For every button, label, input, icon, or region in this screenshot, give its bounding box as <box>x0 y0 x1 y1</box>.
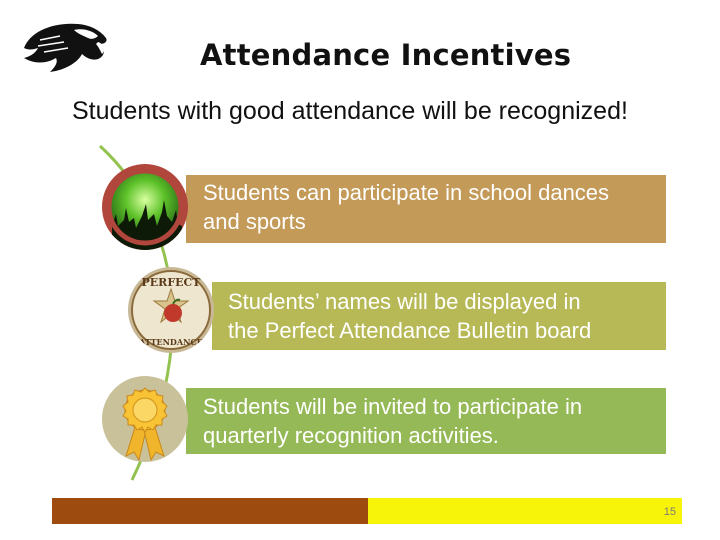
dance-crowd-icon <box>102 164 188 250</box>
incentive-text-line: Students can participate in school dances <box>203 180 610 205</box>
award-ribbon-icon <box>102 376 188 462</box>
incentive-text-line: and sports <box>203 209 306 234</box>
incentive-bar-dances <box>186 175 666 243</box>
perfect-attendance-badge-icon <box>128 267 214 353</box>
incentive-bar-bulletin <box>212 282 666 350</box>
incentive-text-line: quarterly recognition activities. <box>203 423 499 448</box>
badge-text-top: PERFECT <box>141 276 201 289</box>
page-title: Attendance Incentives <box>200 38 572 72</box>
page-subtitle: Students with good attendance will be recognized! <box>72 97 628 125</box>
footer-bar-left <box>52 498 368 524</box>
badge-text-bottom: ATTENDANCE <box>139 337 203 347</box>
incentive-text-line: Students’ names will be displayed in <box>228 289 581 314</box>
incentive-bar-recognition <box>186 388 666 454</box>
footer-bar-right <box>368 498 682 524</box>
incentive-text-line: the Perfect Attendance Bulletin board <box>228 318 592 343</box>
page-number: 15 <box>663 506 676 518</box>
incentive-text-line: Students will be invited to participate in <box>203 394 583 419</box>
